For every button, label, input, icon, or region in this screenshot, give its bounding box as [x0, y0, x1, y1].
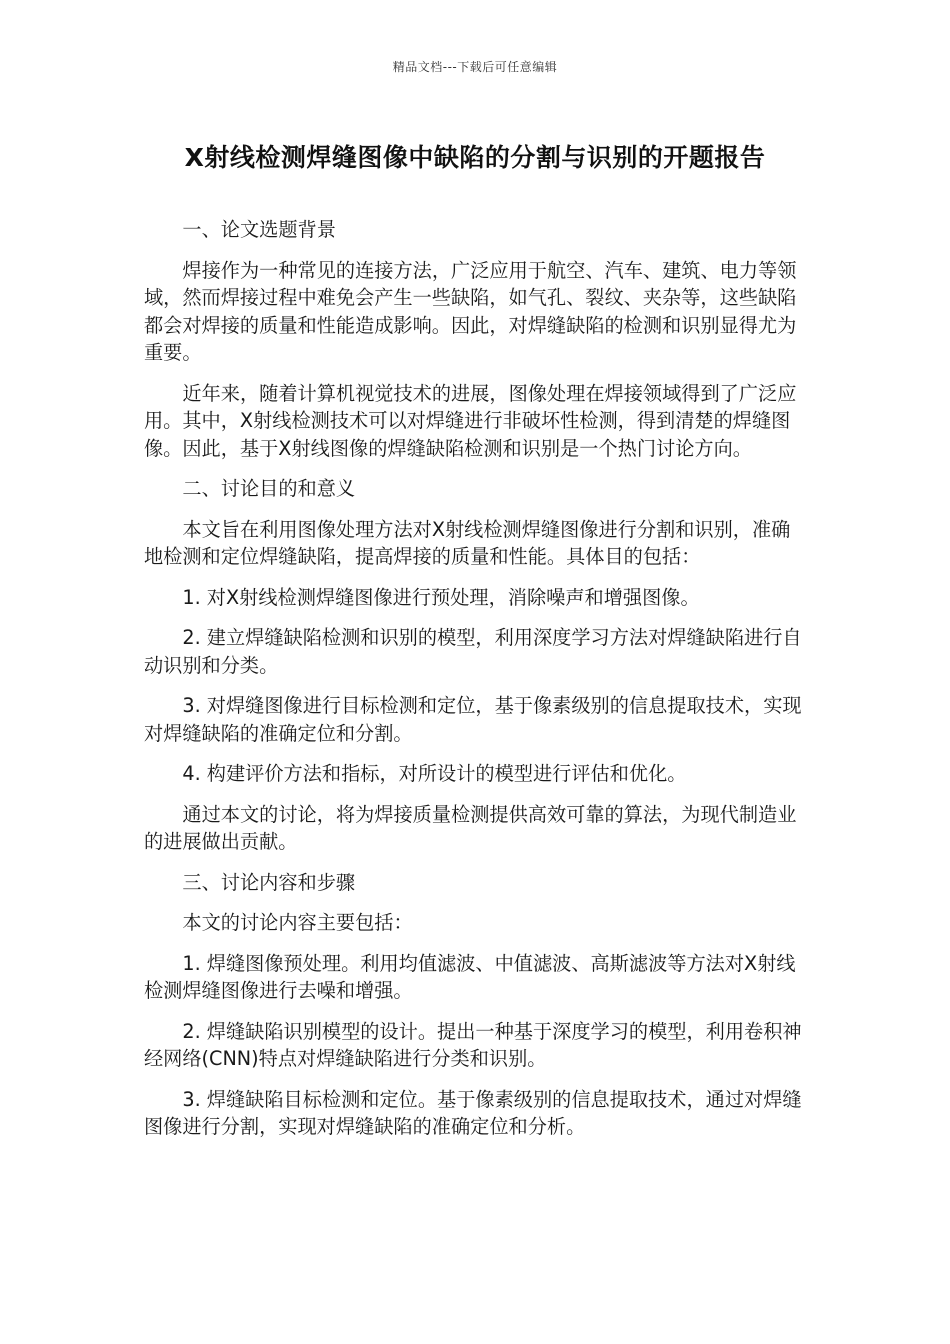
document-body	[144, 216, 809, 1154]
list-item: 1. 焊缝图像预处理。利用均值滤波、中值滤波、高斯滤波等方法对X射线检测焊缝图像进行去噪和增强。	[144, 951, 796, 1002]
list-item: 4. 构建评价方法和指标，对所设计的模型进行评估和优化。	[182, 762, 687, 785]
section-heading-background: 一、论文选题背景	[182, 218, 336, 241]
paragraph: 本文的讨论内容主要包括：	[182, 911, 413, 934]
paragraph: 通过本文的讨论，将为焊接质量检测提供高效可靠的算法，为现代制造业的进展做出贡献。	[144, 802, 797, 853]
document-title: X射线检测焊缝图像中缺陷的分割与识别的开题报告	[184, 143, 766, 172]
section-heading-purpose: 二、讨论目的和意义	[182, 477, 356, 500]
list-item: 2. 建立焊缝缺陷检测和识别的模型，利用深度学习方法对焊缝缺陷进行自动识别和分类。	[144, 626, 802, 677]
list-item: 3. 焊缝缺陷目标检测和定位。基于像素级别的信息提取技术，通过对焊缝图像进行分割，实现对焊缝缺陷的准确定位和分析。	[144, 1087, 802, 1138]
page-header: 精品文档---下载后可任意编辑	[392, 60, 558, 74]
paragraph: 近年来，随着计算机视觉技术的进展，图像处理在焊接领域得到了广泛应用。其中，X射线检测技术可以对焊缝进行非破坏性检测，得到清楚的焊缝图像。因此，基于X射线图像的焊缝缺陷检测和识别是一个热门讨论方向。	[144, 381, 797, 460]
list-item: 1. 对X射线检测焊缝图像进行预处理，消除噪声和增强图像。	[182, 585, 700, 609]
section-heading-content: 三、讨论内容和步骤	[182, 870, 356, 894]
list-item: 3. 对焊缝图像进行目标检测和定位，基于像素级别的信息提取技术，实现对焊缝缺陷的准确定位和分割。	[144, 694, 802, 745]
list-item: 2. 焊缝缺陷识别模型的设计。提出一种基于深度学习的模型，利用卷积神经网络(CNN)特点对焊缝缺陷进行分类和识别。	[144, 1019, 802, 1070]
paragraph: 本文旨在利用图像处理方法对X射线检测焊缝图像进行分割和识别，准确地检测和定位焊缝缺陷，提高焊接的质量和性能。具体目的包括：	[144, 517, 791, 568]
paragraph: 焊接作为一种常见的连接方法，广泛应用于航空、汽车、建筑、电力等领域，然而焊接过程中难免会产生一些缺陷，如气孔、裂纹、夹杂等，这些缺陷都会对焊接的质量和性能造成影响。因此，对焊缝缺陷的检测和识别显得尤为重要。	[144, 258, 797, 364]
